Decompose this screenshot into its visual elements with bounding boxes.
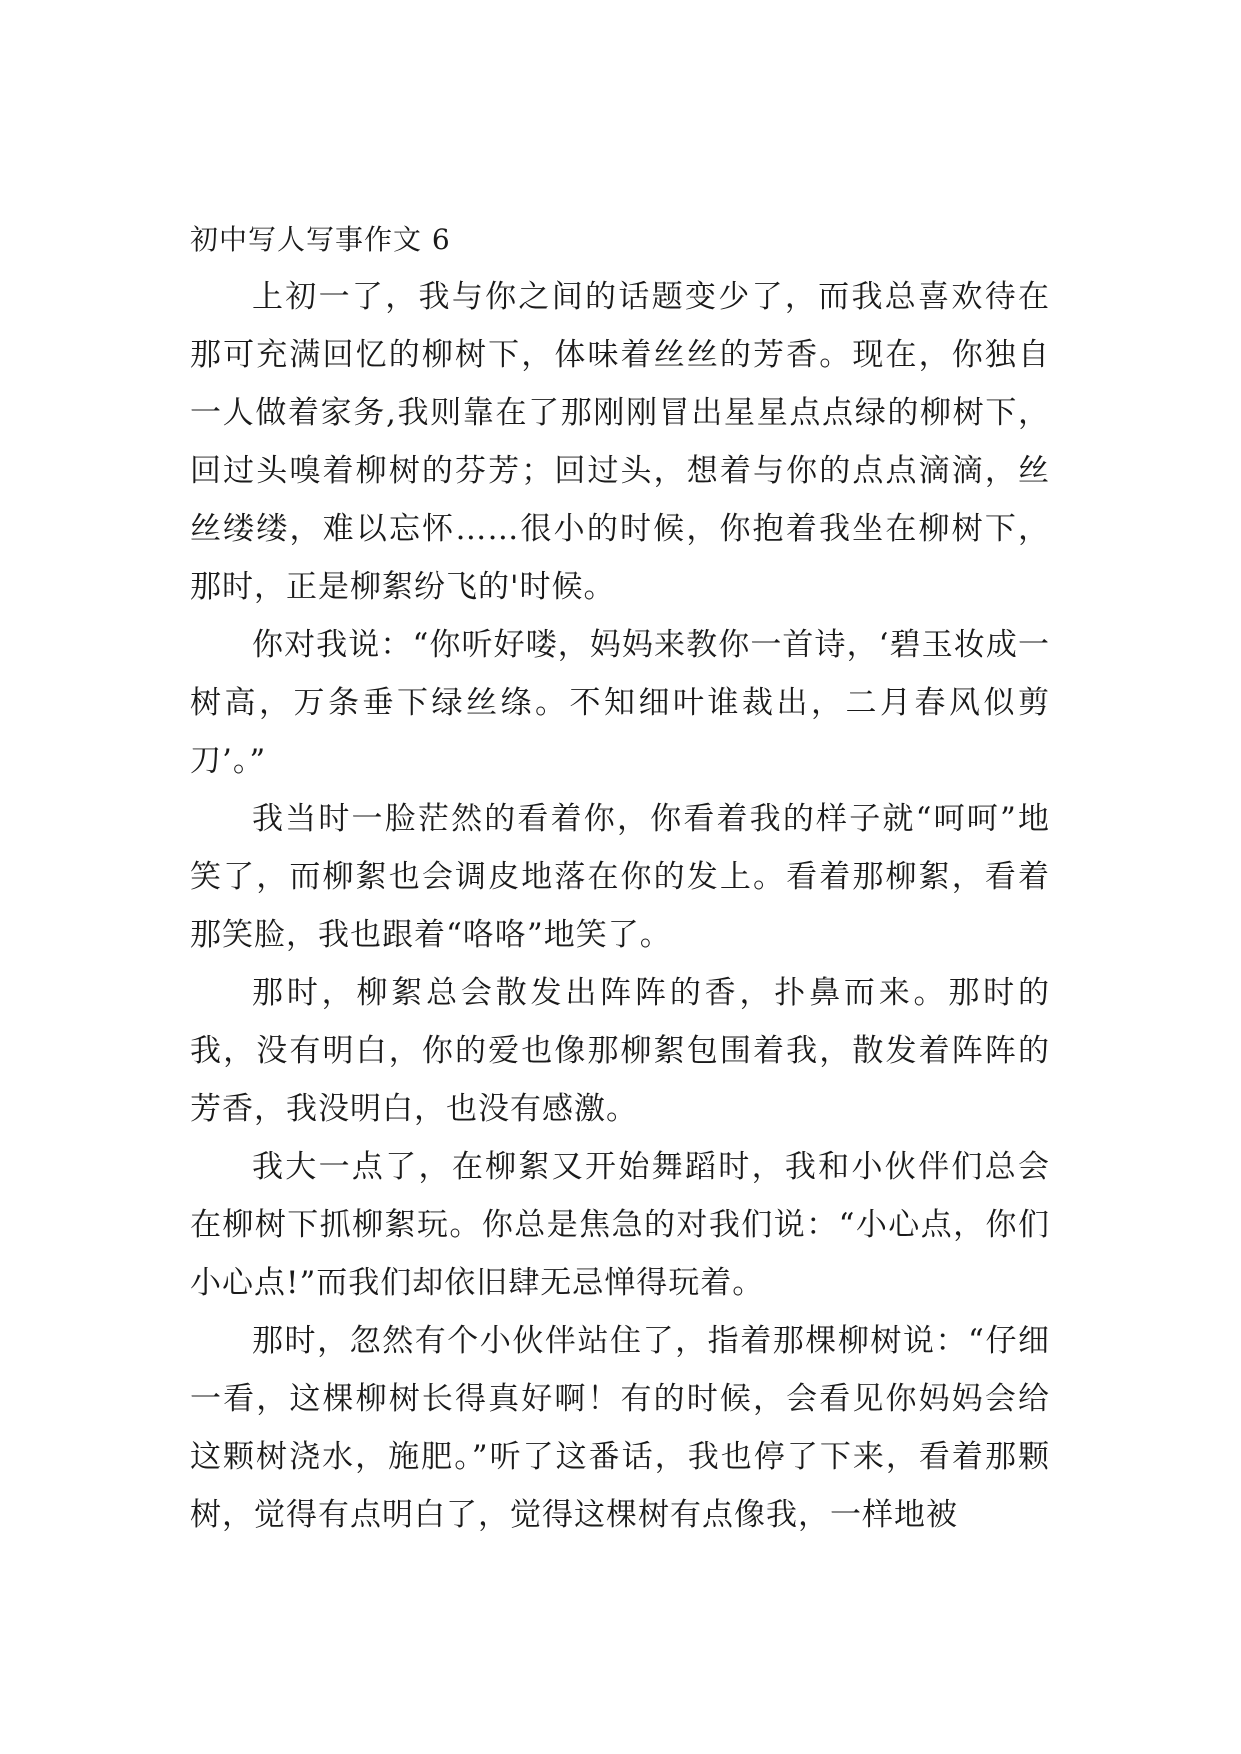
paragraph-3: 我当时一脸茫然的看着你，你看着我的样子就“呵呵”地笑了，而柳絮也会调皮地落在你的发上。看着那柳絮，看着那笑脸，我也跟着“咯咯”地笑了。 (190, 801, 1050, 953)
paragraph-5: 我大一点了，在柳絮又开始舞蹈时，我和小伙伴们总会在柳树下抓柳絮玩。你总是焦急的对我们说：“小心点，你们小心点!”而我们却依旧肆无忌惮得玩着。 (190, 1149, 1050, 1301)
paragraph-4: 那时，柳絮总会散发出阵阵的香，扑鼻而来。那时的我，没有明白，你的爱也像那柳絮包围着我，散发着阵阵的芳香，我没明白，也没有感激。 (190, 975, 1050, 1127)
document-title: 初中写人写事作文 6 (190, 223, 451, 256)
paragraph-6: 那时，忽然有个小伙伴站住了，指着那棵柳树说：“仔细一看，这棵柳树长得真好啊！有的时候，会看见你妈妈会给这颗树浇水，施肥。”听了这番话，我也停了下来，看着那颗树，觉得有点明白了，觉得这棵树有点像我，一样地被 (190, 1323, 1050, 1533)
paragraph-2: 你对我说：“你听好喽，妈妈来教你一首诗，‘碧玉妆成一树高，万条垂下绿丝绦。不知细叶谁裁出，二月春风似剪刀’。” (190, 627, 1050, 779)
document-body (190, 222, 1050, 1544)
paragraph-1: 上初一了，我与你之间的话题变少了，而我总喜欢待在那可充满回忆的柳树下，体味着丝丝的芳香。现在，你独自一人做着家务,我则靠在了那刚刚冒出星星点点绿的柳树下，回过头嗅着柳树的芬芳；回过头，想着与你的点点滴滴，丝丝缕缕，难以忘怀……很小的时候，你抱着我坐在柳树下，那时，正是柳絮纷飞的'时候。 (190, 279, 1050, 605)
